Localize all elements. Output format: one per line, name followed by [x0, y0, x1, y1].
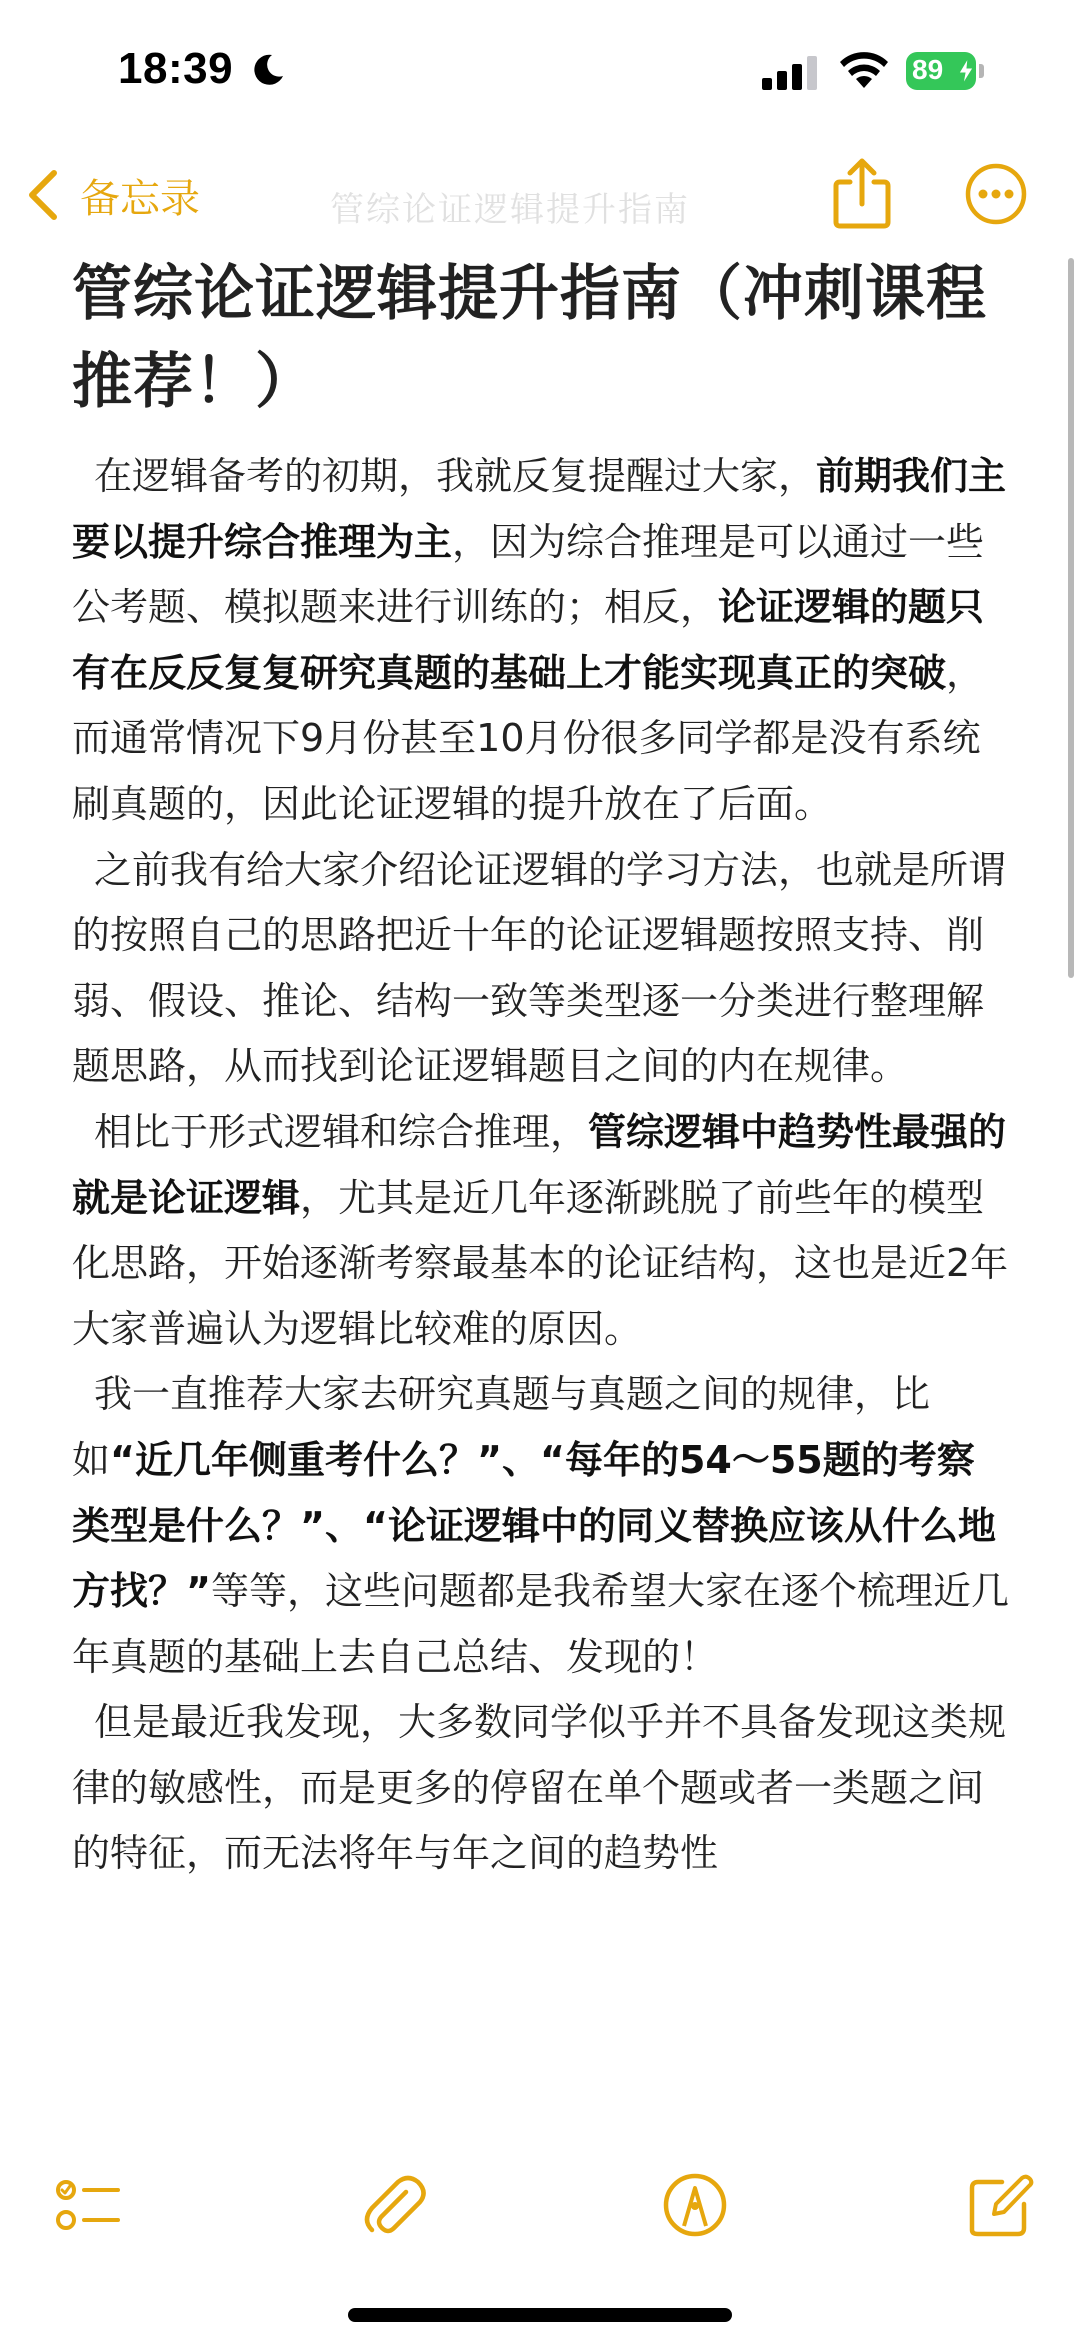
compose-icon[interactable] — [966, 2170, 1036, 2240]
bottom-toolbar — [0, 2160, 1080, 2250]
scroll-indicator[interactable] — [1068, 258, 1074, 978]
moon-icon — [250, 52, 286, 88]
note-paragraph: 在逻辑备考的初期，我就反复提醒过大家，前期我们主要以提升综合推理为主，因为综合推理是可以通过一些公考题、模拟题来进行训练的；相反，论证逻辑的题只有在反反复复研究真题的基础上才能实现真正的突破，而通常情况下9月份甚至10月份很多同学都是没有系统刷真题的，因此论证逻辑的提升放在了后面。 — [72, 454, 1007, 826]
back-button[interactable] — [26, 162, 200, 228]
charging-bolt-icon — [958, 58, 974, 84]
note-paragraph: 但是最近我发现，大多数同学似乎并不具备发现这类规律的敏感性，而是更多的停留在单个题或者一类题之间的特征，而无法将年与年之间的趋势性 — [72, 1700, 1007, 1876]
more-icon[interactable] — [964, 162, 1028, 226]
battery-cap — [979, 64, 984, 78]
home-indicator[interactable] — [348, 2308, 732, 2322]
note-paragraph: 相比于形式逻辑和综合推理，管综逻辑中趋势性最强的就是论证逻辑，尤其是近几年逐渐跳脱了前些年的模型化思路，开始逐渐考察最基本的论证结构，这也是近2年大家普遍认为逻辑比较难的原因。 — [72, 1109, 1009, 1351]
note-body — [72, 444, 1012, 1887]
nav-bar — [0, 140, 1080, 250]
note-paragraph: 我一直推荐大家去研究真题与真题之间的规律，比如“近几年侧重考什么？”、“每年的54～55题的考察类型是什么？”、“论证逻辑中的同义替换应该从什么地方找？”等等，这些问题都是我希望大家在逐个梳理近几年真题的基础上去自己总结、发现的！ — [72, 1372, 1009, 1679]
nav-faded-title: 管综论证逻辑提升指南 — [330, 190, 690, 230]
back-label: 备忘录 — [80, 175, 200, 222]
status-time: 18:39 — [118, 44, 234, 93]
note-paragraph: 之前我有给大家介绍论证逻辑的学习方法，也就是所谓的按照自己的思路把近十年的论证逻辑题按照支持、削弱、假设、推论、结构一致等类型逐一分类进行整理解题思路，从而找到论证逻辑题目之间的内在规律。 — [72, 847, 1007, 1089]
checklist-icon[interactable] — [52, 2170, 122, 2240]
cellular-signal-icon — [762, 56, 820, 90]
markup-pen-icon[interactable] — [660, 2170, 730, 2240]
wifi-icon — [840, 52, 888, 90]
status-bar — [0, 0, 1080, 140]
share-icon[interactable] — [830, 158, 894, 230]
chevron-left-icon — [26, 169, 60, 221]
battery-charging-icon — [906, 52, 984, 90]
paperclip-icon[interactable] — [360, 2170, 430, 2240]
note-title: 管综论证逻辑提升指南（冲刺课程推荐！） — [72, 259, 987, 417]
note-content[interactable] — [72, 250, 1012, 1887]
battery-level: 89 — [912, 54, 944, 85]
